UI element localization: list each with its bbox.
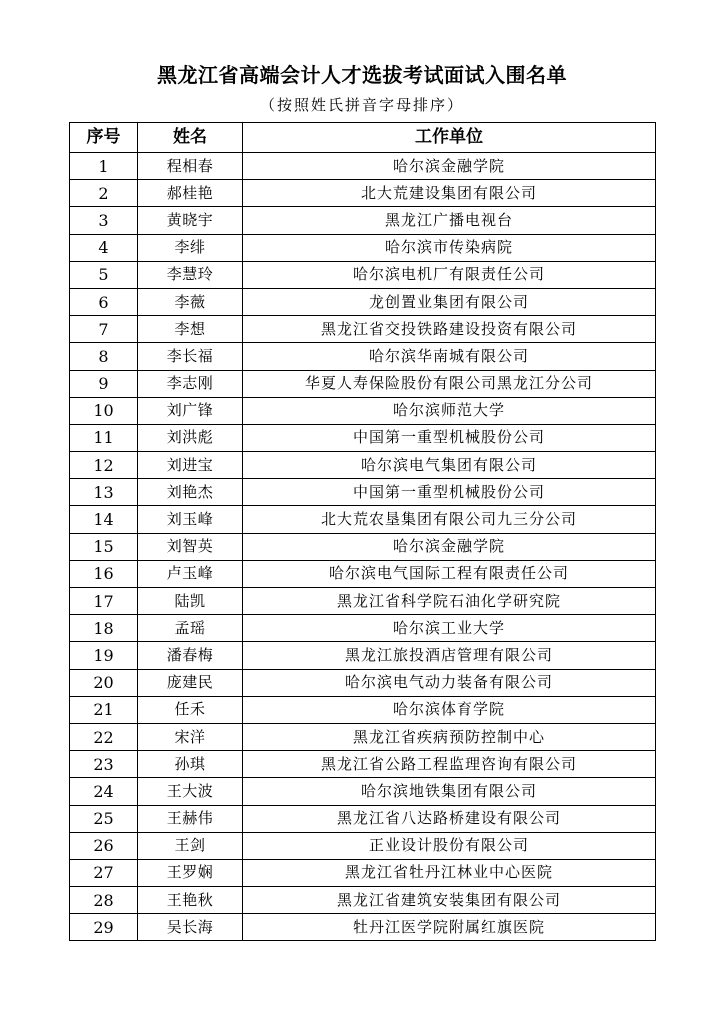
- serial-number-cell: 12: [70, 452, 138, 479]
- serial-number-cell: 8: [70, 343, 138, 370]
- work-unit-cell: 哈尔滨体育学院: [243, 696, 656, 723]
- table-row: [70, 615, 656, 642]
- serial-number-cell: 28: [70, 887, 138, 914]
- serial-number-cell: 6: [70, 288, 138, 315]
- table-row: [70, 696, 656, 723]
- serial-number-cell: 22: [70, 723, 138, 750]
- work-unit-cell: 哈尔滨电气动力装备有限公司: [243, 669, 656, 696]
- work-unit-cell: 北大荒农垦集团有限公司九三分公司: [243, 506, 656, 533]
- table-row: [70, 153, 656, 180]
- name-cell: 刘艳杰: [138, 479, 243, 506]
- work-unit-cell: 哈尔滨华南城有限公司: [243, 343, 656, 370]
- serial-number-cell: 11: [70, 424, 138, 451]
- table-row: [70, 751, 656, 778]
- table-row: [70, 452, 656, 479]
- name-cell: 刘智英: [138, 533, 243, 560]
- work-unit-cell: 哈尔滨金融学院: [243, 153, 656, 180]
- name-cell: 李绯: [138, 234, 243, 261]
- table-row: [70, 533, 656, 560]
- serial-number-cell: 26: [70, 832, 138, 859]
- serial-number-cell: 24: [70, 778, 138, 805]
- header-name: 姓名: [138, 123, 243, 153]
- name-cell: 李长福: [138, 343, 243, 370]
- serial-number-cell: 13: [70, 479, 138, 506]
- serial-number-cell: 23: [70, 751, 138, 778]
- name-cell: 潘春梅: [138, 642, 243, 669]
- serial-number-cell: 18: [70, 615, 138, 642]
- serial-number-cell: 4: [70, 234, 138, 261]
- serial-number-cell: 10: [70, 397, 138, 424]
- table-row: [70, 832, 656, 859]
- serial-number-cell: 9: [70, 370, 138, 397]
- table-row: [70, 424, 656, 451]
- serial-number-cell: 25: [70, 805, 138, 832]
- page-subtitle: （按照姓氏拼音字母排序）: [259, 96, 464, 114]
- work-unit-cell: 黑龙江省交投铁路建设投资有限公司: [243, 316, 656, 343]
- work-unit-cell: 龙创置业集团有限公司: [243, 288, 656, 315]
- name-cell: 郝桂艳: [138, 180, 243, 207]
- name-cell: 王剑: [138, 832, 243, 859]
- work-unit-cell: 哈尔滨市传染病院: [243, 234, 656, 261]
- name-cell: 任禾: [138, 696, 243, 723]
- table-row: [70, 805, 656, 832]
- work-unit-cell: 中国第一重型机械股份公司: [243, 479, 656, 506]
- serial-number-cell: 27: [70, 859, 138, 886]
- table-row: [70, 180, 656, 207]
- serial-number-cell: 21: [70, 696, 138, 723]
- serial-number-cell: 19: [70, 642, 138, 669]
- table-row: [70, 778, 656, 805]
- name-cell: 刘洪彪: [138, 424, 243, 451]
- table-row: [70, 316, 656, 343]
- serial-number-cell: 29: [70, 914, 138, 941]
- name-cell: 王大波: [138, 778, 243, 805]
- work-unit-cell: 北大荒建设集团有限公司: [243, 180, 656, 207]
- table-row: [70, 859, 656, 886]
- name-cell: 陆凯: [138, 588, 243, 615]
- table-row: [70, 560, 656, 587]
- table-row: [70, 343, 656, 370]
- name-cell: 孙琪: [138, 751, 243, 778]
- name-cell: 李想: [138, 316, 243, 343]
- header-serial-number: 序号: [70, 123, 138, 153]
- work-unit-cell: 华夏人寿保险股份有限公司黑龙江分公司: [243, 370, 656, 397]
- table-row: [70, 288, 656, 315]
- serial-number-cell: 14: [70, 506, 138, 533]
- work-unit-cell: 哈尔滨地铁集团有限公司: [243, 778, 656, 805]
- table-row: [70, 397, 656, 424]
- name-cell: 李慧玲: [138, 261, 243, 288]
- table-row: [70, 669, 656, 696]
- page-title: 黑龙江省高端会计人才选拔考试面试入围名单: [157, 63, 567, 87]
- name-cell: 黄晓宇: [138, 207, 243, 234]
- serial-number-cell: 7: [70, 316, 138, 343]
- table-row: [70, 642, 656, 669]
- work-unit-cell: 牡丹江医学院附属红旗医院: [243, 914, 656, 941]
- work-unit-cell: 黑龙江旅投酒店管理有限公司: [243, 642, 656, 669]
- candidate-table: [69, 122, 656, 941]
- name-cell: 程相春: [138, 153, 243, 180]
- work-unit-cell: 黑龙江省八达路桥建设有限公司: [243, 805, 656, 832]
- table-row: [70, 723, 656, 750]
- name-cell: 宋洋: [138, 723, 243, 750]
- name-cell: 刘广锋: [138, 397, 243, 424]
- name-cell: 庞建民: [138, 669, 243, 696]
- name-cell: 卢玉峰: [138, 560, 243, 587]
- serial-number-cell: 17: [70, 588, 138, 615]
- table-body: [70, 153, 656, 941]
- table-header-row: [70, 123, 656, 153]
- table-row: [70, 261, 656, 288]
- table-row: [70, 506, 656, 533]
- serial-number-cell: 5: [70, 261, 138, 288]
- name-cell: 吴长海: [138, 914, 243, 941]
- name-cell: 刘玉峰: [138, 506, 243, 533]
- table-row: [70, 234, 656, 261]
- work-unit-cell: 哈尔滨师范大学: [243, 397, 656, 424]
- work-unit-cell: 哈尔滨工业大学: [243, 615, 656, 642]
- name-cell: 王艳秋: [138, 887, 243, 914]
- name-cell: 李志刚: [138, 370, 243, 397]
- work-unit-cell: 哈尔滨金融学院: [243, 533, 656, 560]
- table-row: [70, 588, 656, 615]
- work-unit-cell: 哈尔滨电机厂有限责任公司: [243, 261, 656, 288]
- work-unit-cell: 中国第一重型机械股份公司: [243, 424, 656, 451]
- work-unit-cell: 黑龙江省牡丹江林业中心医院: [243, 859, 656, 886]
- serial-number-cell: 2: [70, 180, 138, 207]
- header-work-unit: 工作单位: [243, 123, 656, 153]
- work-unit-cell: 正业设计股份有限公司: [243, 832, 656, 859]
- serial-number-cell: 16: [70, 560, 138, 587]
- work-unit-cell: 黑龙江省建筑安装集团有限公司: [243, 887, 656, 914]
- serial-number-cell: 1: [70, 153, 138, 180]
- work-unit-cell: 黑龙江广播电视台: [243, 207, 656, 234]
- serial-number-cell: 15: [70, 533, 138, 560]
- work-unit-cell: 黑龙江省科学院石油化学研究院: [243, 588, 656, 615]
- work-unit-cell: 哈尔滨电气集团有限公司: [243, 452, 656, 479]
- work-unit-cell: 黑龙江省公路工程监理咨询有限公司: [243, 751, 656, 778]
- table-row: [70, 479, 656, 506]
- table-row: [70, 914, 656, 941]
- serial-number-cell: 3: [70, 207, 138, 234]
- table-row: [70, 207, 656, 234]
- serial-number-cell: 20: [70, 669, 138, 696]
- name-cell: 李薇: [138, 288, 243, 315]
- work-unit-cell: 哈尔滨电气国际工程有限责任公司: [243, 560, 656, 587]
- name-cell: 孟瑶: [138, 615, 243, 642]
- name-cell: 王罗娴: [138, 859, 243, 886]
- name-cell: 刘进宝: [138, 452, 243, 479]
- table-row: [70, 887, 656, 914]
- table-row: [70, 370, 656, 397]
- name-cell: 王赫伟: [138, 805, 243, 832]
- work-unit-cell: 黑龙江省疾病预防控制中心: [243, 723, 656, 750]
